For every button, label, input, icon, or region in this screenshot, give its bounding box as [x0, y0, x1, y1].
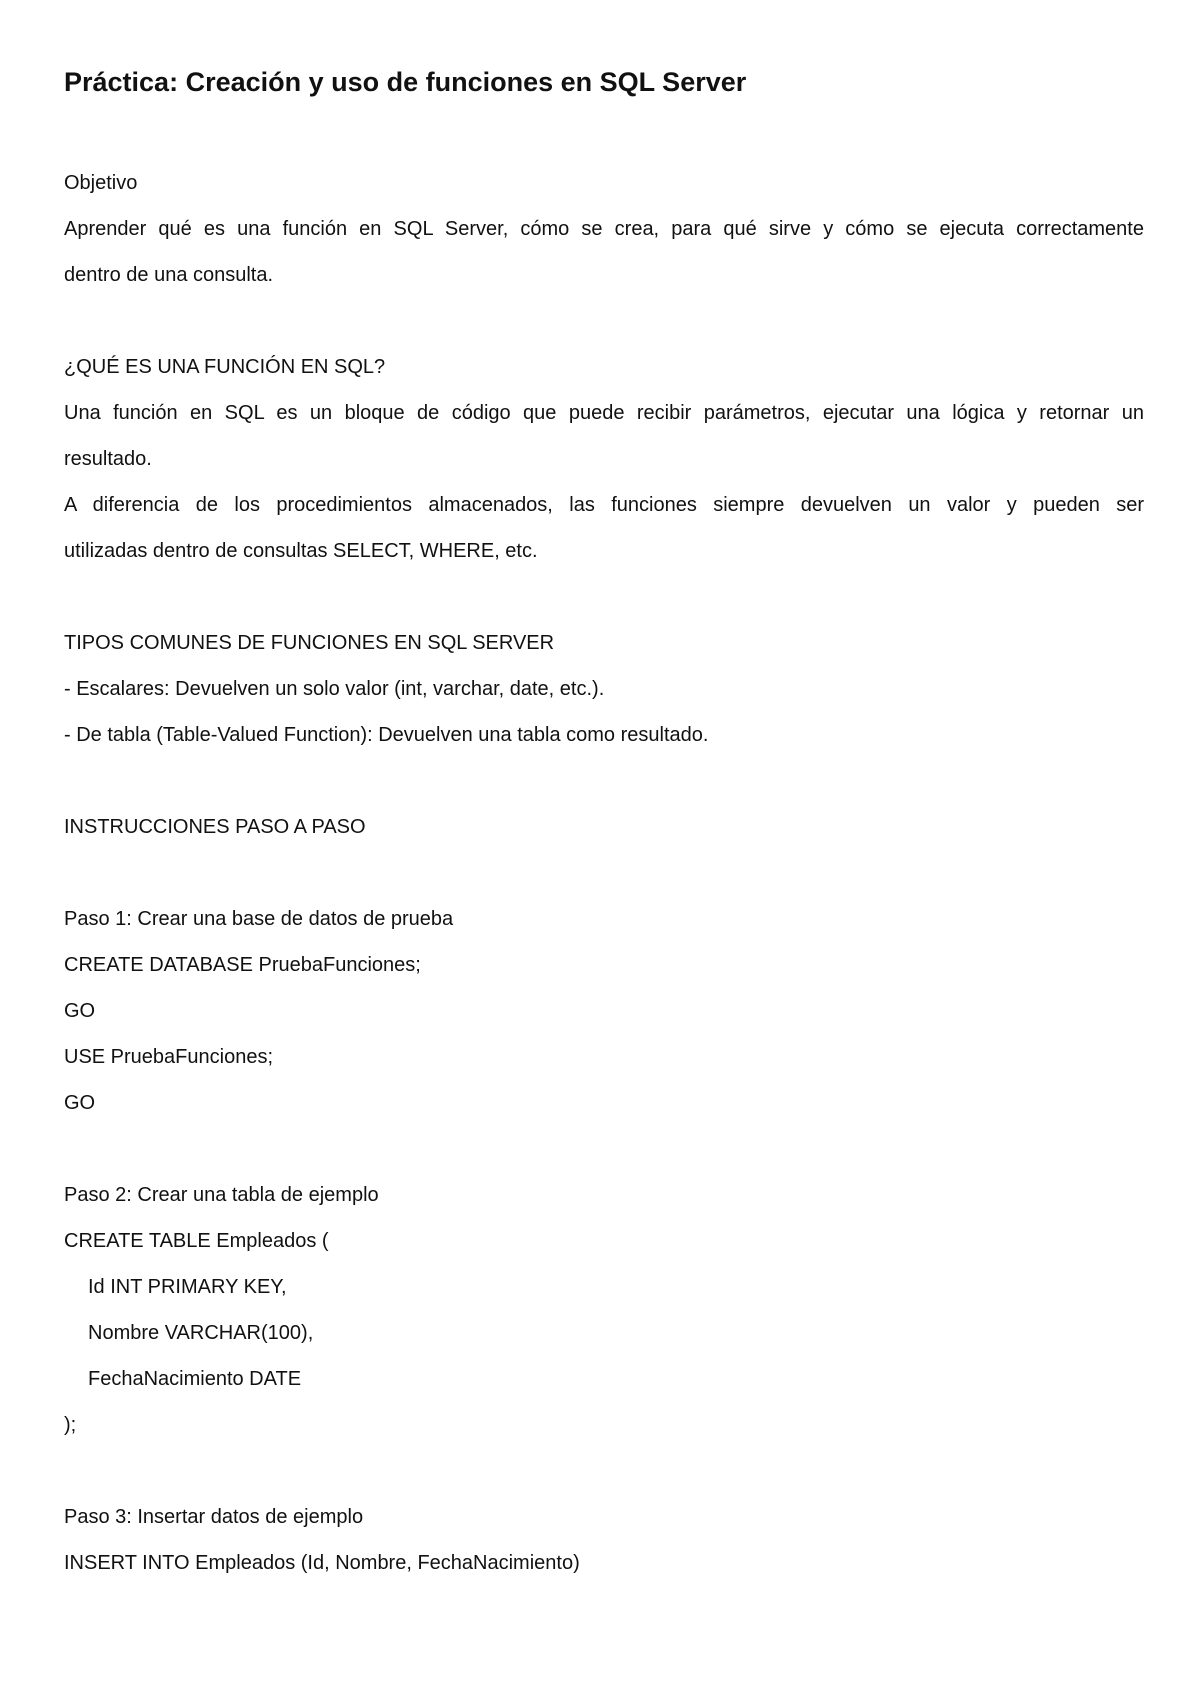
objetivo-text-line: dentro de una consulta. [64, 264, 274, 286]
document-title: Práctica: Creación y uso de funciones en SQL Server [64, 67, 747, 97]
que-es-text-line: resultado. [64, 448, 152, 470]
que-es-text-line: utilizadas dentro de consultas SELECT, WHERE, etc. [64, 540, 538, 562]
objetivo-text-line: Aprender qué es una función en SQL Server, cómo se crea, para qué sirve y cómo se ejecuta correctamente [64, 218, 1144, 240]
code-line: USE PruebaFunciones; [64, 1046, 274, 1068]
code-line: ); [64, 1414, 77, 1436]
code-line: INSERT INTO Empleados (Id, Nombre, FechaNacimiento) [64, 1552, 580, 1574]
objetivo-heading: Objetivo [64, 172, 138, 194]
code-line: Nombre VARCHAR(100), [88, 1322, 314, 1344]
code-line: CREATE DATABASE PruebaFunciones; [64, 954, 421, 976]
tipos-list-item: - De tabla (Table-Valued Function): Devuelven una tabla como resultado. [64, 724, 709, 746]
tipos-list-item: - Escalares: Devuelven un solo valor (int, varchar, date, etc.). [64, 678, 605, 700]
que-es-text-line: Una función en SQL es un bloque de código que puede recibir parámetros, ejecutar una lógica y retornar un [64, 402, 1144, 424]
paso1-heading: Paso 1: Crear una base de datos de prueba [64, 908, 454, 930]
code-line: GO [64, 1000, 96, 1022]
paso2-heading: Paso 2: Crear una tabla de ejemplo [64, 1184, 379, 1206]
code-line: GO [64, 1092, 96, 1114]
tipos-heading: TIPOS COMUNES DE FUNCIONES EN SQL SERVER [64, 632, 555, 654]
paso3-heading: Paso 3: Insertar datos de ejemplo [64, 1506, 364, 1528]
code-line: CREATE TABLE Empleados ( [64, 1230, 329, 1252]
que-es-text-line: A diferencia de los procedimientos almacenados, las funciones siempre devuelven un valor y pueden ser [64, 494, 1144, 516]
code-line: FechaNacimiento DATE [88, 1368, 302, 1390]
instrucciones-heading: INSTRUCCIONES PASO A PASO [64, 816, 366, 838]
code-line: Id INT PRIMARY KEY, [88, 1276, 287, 1298]
que-es-heading: ¿QUÉ ES UNA FUNCIÓN EN SQL? [64, 356, 386, 378]
